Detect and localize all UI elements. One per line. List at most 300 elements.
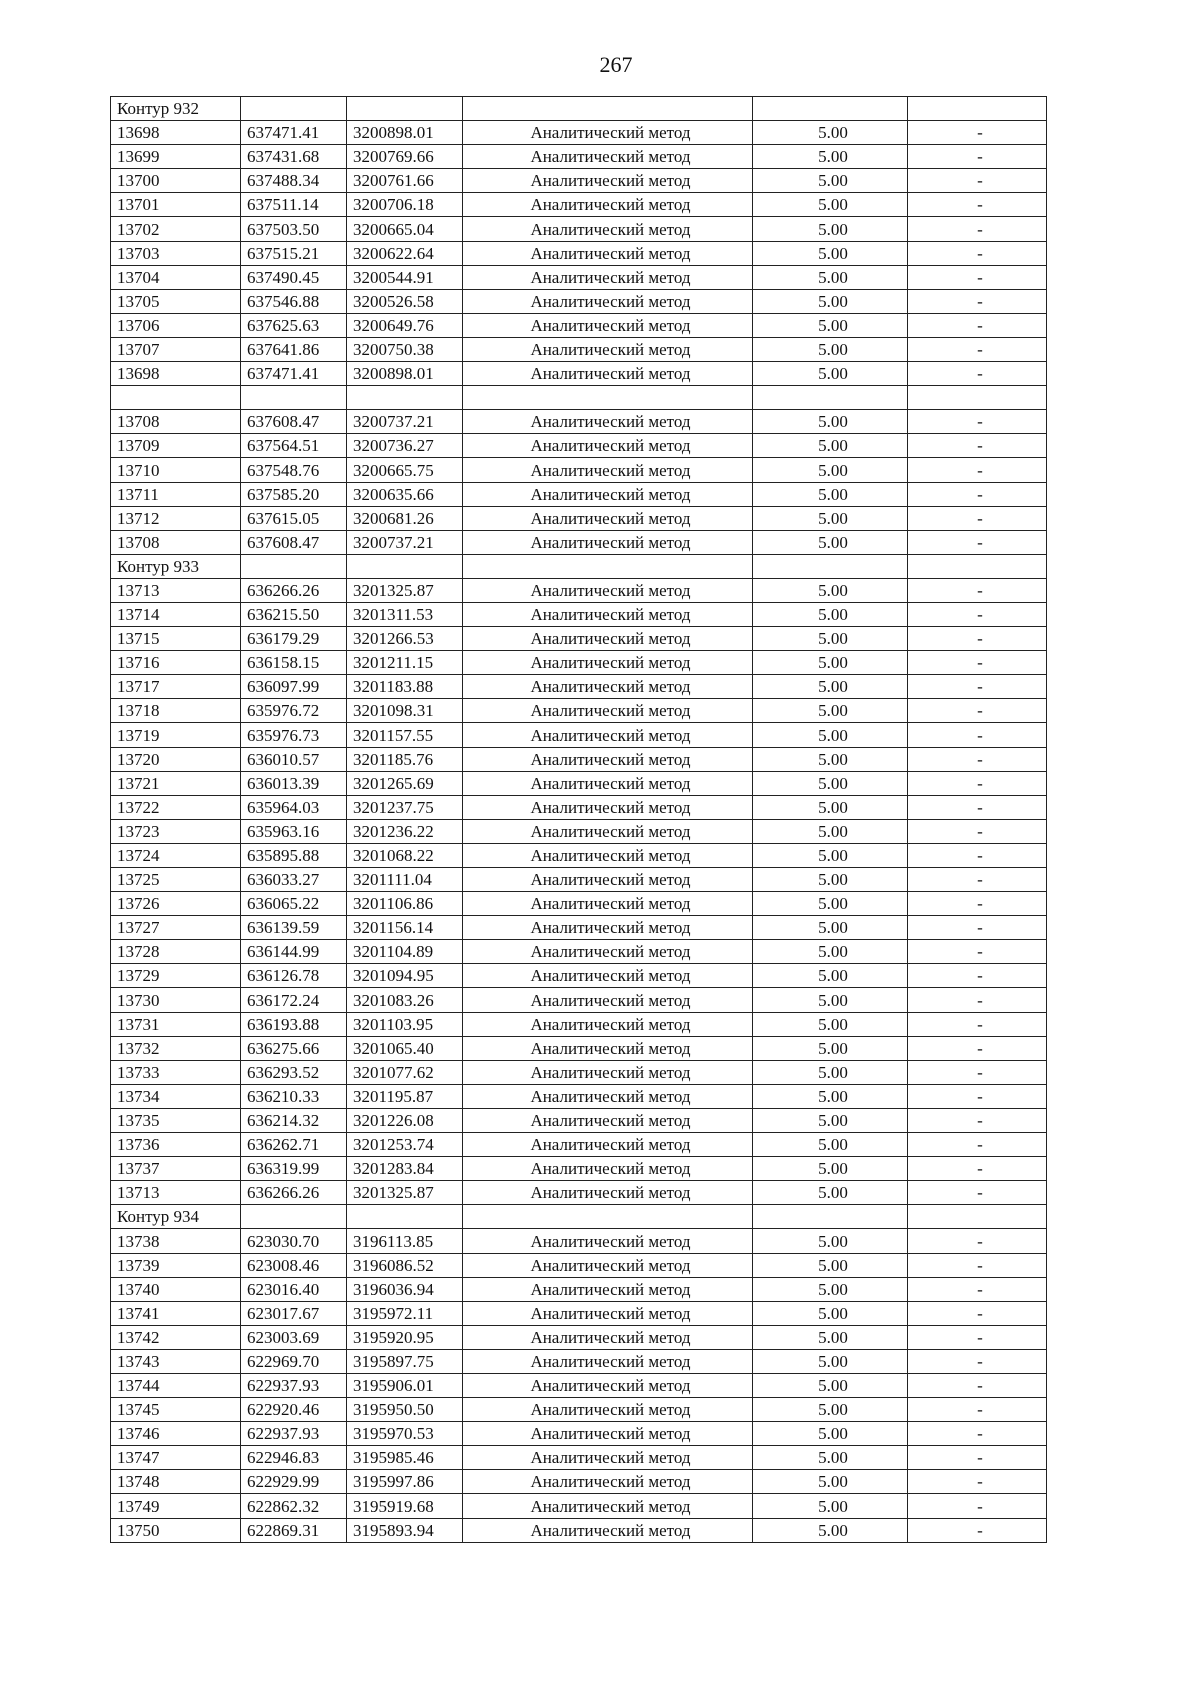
note-cell: - bbox=[908, 337, 1047, 361]
method-cell: Аналитический метод bbox=[463, 1060, 753, 1084]
x-coordinate-cell: 636319.99 bbox=[241, 1157, 347, 1181]
y-coordinate-cell: 3201156.14 bbox=[347, 916, 463, 940]
accuracy-cell: 5.00 bbox=[753, 602, 908, 626]
table-row bbox=[111, 578, 1047, 602]
accuracy-cell: 5.00 bbox=[753, 145, 908, 169]
note-cell: - bbox=[908, 940, 1047, 964]
x-coordinate-cell: 636215.50 bbox=[241, 602, 347, 626]
y-coordinate-cell: 3201065.40 bbox=[347, 1036, 463, 1060]
point-number-cell: 13718 bbox=[111, 699, 241, 723]
accuracy-cell: 5.00 bbox=[753, 1398, 908, 1422]
note-cell: - bbox=[908, 699, 1047, 723]
point-number-cell: 13713 bbox=[111, 578, 241, 602]
method-cell: Аналитический метод bbox=[463, 1229, 753, 1253]
method-cell: Аналитический метод bbox=[463, 1108, 753, 1132]
x-coordinate-cell: 637471.41 bbox=[241, 121, 347, 145]
note-cell: - bbox=[908, 458, 1047, 482]
note-cell: - bbox=[908, 1373, 1047, 1397]
x-coordinate-cell: 635976.73 bbox=[241, 723, 347, 747]
y-coordinate-cell: 3196036.94 bbox=[347, 1277, 463, 1301]
point-number-cell: 13737 bbox=[111, 1157, 241, 1181]
method-cell: Аналитический метод bbox=[463, 265, 753, 289]
note-cell: - bbox=[908, 1277, 1047, 1301]
table-row bbox=[111, 1084, 1047, 1108]
table-row bbox=[111, 1012, 1047, 1036]
x-coordinate-cell: 622937.93 bbox=[241, 1373, 347, 1397]
method-cell: Аналитический метод bbox=[463, 843, 753, 867]
y-coordinate-cell: 3195997.86 bbox=[347, 1470, 463, 1494]
y-coordinate-cell: 3195893.94 bbox=[347, 1518, 463, 1542]
y-coordinate-cell: 3200761.66 bbox=[347, 169, 463, 193]
note-cell: - bbox=[908, 121, 1047, 145]
y-coordinate-cell: 3200526.58 bbox=[347, 289, 463, 313]
method-cell: Аналитический метод bbox=[463, 771, 753, 795]
table-row bbox=[111, 410, 1047, 434]
y-coordinate-cell: 3200737.21 bbox=[347, 410, 463, 434]
note-cell: - bbox=[908, 217, 1047, 241]
point-number-cell: 13717 bbox=[111, 675, 241, 699]
accuracy-cell: 5.00 bbox=[753, 1157, 908, 1181]
point-number-cell: 13731 bbox=[111, 1012, 241, 1036]
note-cell: - bbox=[908, 1229, 1047, 1253]
method-cell: Аналитический метод bbox=[463, 747, 753, 771]
point-number-cell: 13726 bbox=[111, 892, 241, 916]
table-row bbox=[111, 289, 1047, 313]
table-row bbox=[111, 699, 1047, 723]
accuracy-cell: 5.00 bbox=[753, 458, 908, 482]
y-coordinate-cell: 3201226.08 bbox=[347, 1108, 463, 1132]
point-number-cell: 13703 bbox=[111, 241, 241, 265]
y-coordinate-cell: 3195950.50 bbox=[347, 1398, 463, 1422]
y-coordinate-cell: 3201083.26 bbox=[347, 988, 463, 1012]
accuracy-cell: 5.00 bbox=[753, 1181, 908, 1205]
method-cell: Аналитический метод bbox=[463, 1446, 753, 1470]
contour-title: Контур 934 bbox=[111, 1205, 241, 1229]
method-cell: Аналитический метод bbox=[463, 337, 753, 361]
note-cell: - bbox=[908, 819, 1047, 843]
x-coordinate-cell: 637548.76 bbox=[241, 458, 347, 482]
table-row bbox=[111, 193, 1047, 217]
accuracy-cell: 5.00 bbox=[753, 169, 908, 193]
table-row bbox=[111, 964, 1047, 988]
method-cell: Аналитический метод bbox=[463, 289, 753, 313]
note-cell: - bbox=[908, 627, 1047, 651]
contour-header-row bbox=[111, 1205, 1047, 1229]
point-number-cell: 13721 bbox=[111, 771, 241, 795]
method-cell: Аналитический метод bbox=[463, 1253, 753, 1277]
method-cell: Аналитический метод bbox=[463, 651, 753, 675]
table-row bbox=[111, 747, 1047, 771]
point-number-cell: 13729 bbox=[111, 964, 241, 988]
method-cell: Аналитический метод bbox=[463, 1470, 753, 1494]
point-number-cell: 13709 bbox=[111, 434, 241, 458]
method-cell: Аналитический метод bbox=[463, 1518, 753, 1542]
accuracy-cell: 5.00 bbox=[753, 868, 908, 892]
note-cell: - bbox=[908, 1181, 1047, 1205]
y-coordinate-cell: 3201325.87 bbox=[347, 1181, 463, 1205]
x-coordinate-cell: 636144.99 bbox=[241, 940, 347, 964]
method-cell: Аналитический метод bbox=[463, 795, 753, 819]
method-cell: Аналитический метод bbox=[463, 121, 753, 145]
x-coordinate-cell: 636266.26 bbox=[241, 578, 347, 602]
table-row bbox=[111, 723, 1047, 747]
table-row bbox=[111, 1277, 1047, 1301]
note-cell: - bbox=[908, 506, 1047, 530]
accuracy-cell: 5.00 bbox=[753, 1349, 908, 1373]
accuracy-cell: 5.00 bbox=[753, 723, 908, 747]
y-coordinate-cell: 3195970.53 bbox=[347, 1422, 463, 1446]
method-cell: Аналитический метод bbox=[463, 892, 753, 916]
empty-cell bbox=[347, 554, 463, 578]
method-cell: Аналитический метод bbox=[463, 1133, 753, 1157]
table-row bbox=[111, 1060, 1047, 1084]
y-coordinate-cell: 3201106.86 bbox=[347, 892, 463, 916]
table-row bbox=[111, 675, 1047, 699]
method-cell: Аналитический метод bbox=[463, 723, 753, 747]
accuracy-cell: 5.00 bbox=[753, 1060, 908, 1084]
point-number-cell: 13738 bbox=[111, 1229, 241, 1253]
table-row bbox=[111, 1398, 1047, 1422]
note-cell: - bbox=[908, 362, 1047, 386]
x-coordinate-cell: 622946.83 bbox=[241, 1446, 347, 1470]
point-number-cell: 13720 bbox=[111, 747, 241, 771]
accuracy-cell: 5.00 bbox=[753, 1133, 908, 1157]
table-row bbox=[111, 1446, 1047, 1470]
y-coordinate-cell: 3200681.26 bbox=[347, 506, 463, 530]
y-coordinate-cell: 3196086.52 bbox=[347, 1253, 463, 1277]
method-cell: Аналитический метод bbox=[463, 482, 753, 506]
y-coordinate-cell: 3200898.01 bbox=[347, 362, 463, 386]
y-coordinate-cell: 3201237.75 bbox=[347, 795, 463, 819]
point-number-cell: 13698 bbox=[111, 121, 241, 145]
accuracy-cell: 5.00 bbox=[753, 530, 908, 554]
accuracy-cell: 5.00 bbox=[753, 578, 908, 602]
coordinates-table-body bbox=[111, 97, 1047, 1543]
note-cell: - bbox=[908, 1494, 1047, 1518]
method-cell: Аналитический метод bbox=[463, 434, 753, 458]
method-cell: Аналитический метод bbox=[463, 217, 753, 241]
x-coordinate-cell: 622969.70 bbox=[241, 1349, 347, 1373]
note-cell: - bbox=[908, 241, 1047, 265]
accuracy-cell: 5.00 bbox=[753, 843, 908, 867]
y-coordinate-cell: 3200665.04 bbox=[347, 217, 463, 241]
x-coordinate-cell: 623008.46 bbox=[241, 1253, 347, 1277]
x-coordinate-cell bbox=[241, 386, 347, 410]
method-cell: Аналитический метод bbox=[463, 193, 753, 217]
method-cell: Аналитический метод bbox=[463, 1398, 753, 1422]
point-number-cell: 13707 bbox=[111, 337, 241, 361]
accuracy-cell: 5.00 bbox=[753, 1277, 908, 1301]
accuracy-cell: 5.00 bbox=[753, 651, 908, 675]
note-cell: - bbox=[908, 602, 1047, 626]
y-coordinate-cell: 3201068.22 bbox=[347, 843, 463, 867]
method-cell: Аналитический метод bbox=[463, 1012, 753, 1036]
point-number-cell: 13749 bbox=[111, 1494, 241, 1518]
y-coordinate-cell: 3195985.46 bbox=[347, 1446, 463, 1470]
table-row bbox=[111, 1157, 1047, 1181]
y-coordinate-cell: 3201157.55 bbox=[347, 723, 463, 747]
y-coordinate-cell: 3195919.68 bbox=[347, 1494, 463, 1518]
accuracy-cell: 5.00 bbox=[753, 1012, 908, 1036]
point-number-cell: 13714 bbox=[111, 602, 241, 626]
method-cell: Аналитический метод bbox=[463, 819, 753, 843]
x-coordinate-cell: 637641.86 bbox=[241, 337, 347, 361]
x-coordinate-cell: 636210.33 bbox=[241, 1084, 347, 1108]
point-number-cell: 13740 bbox=[111, 1277, 241, 1301]
empty-cell bbox=[463, 97, 753, 121]
method-cell: Аналитический метод bbox=[463, 1373, 753, 1397]
table-row bbox=[111, 1494, 1047, 1518]
accuracy-cell: 5.00 bbox=[753, 627, 908, 651]
y-coordinate-cell: 3200544.91 bbox=[347, 265, 463, 289]
table-row bbox=[111, 868, 1047, 892]
accuracy-cell: 5.00 bbox=[753, 121, 908, 145]
accuracy-cell: 5.00 bbox=[753, 1108, 908, 1132]
note-cell: - bbox=[908, 530, 1047, 554]
method-cell: Аналитический метод bbox=[463, 169, 753, 193]
point-number-cell: 13732 bbox=[111, 1036, 241, 1060]
method-cell: Аналитический метод bbox=[463, 627, 753, 651]
method-cell: Аналитический метод bbox=[463, 241, 753, 265]
x-coordinate-cell: 635895.88 bbox=[241, 843, 347, 867]
table-row bbox=[111, 1349, 1047, 1373]
note-cell: - bbox=[908, 482, 1047, 506]
method-cell: Аналитический метод bbox=[463, 1084, 753, 1108]
method-cell: Аналитический метод bbox=[463, 362, 753, 386]
method-cell: Аналитический метод bbox=[463, 940, 753, 964]
point-number-cell: 13705 bbox=[111, 289, 241, 313]
y-coordinate-cell: 3200750.38 bbox=[347, 337, 463, 361]
point-number-cell: 13713 bbox=[111, 1181, 241, 1205]
x-coordinate-cell: 636010.57 bbox=[241, 747, 347, 771]
x-coordinate-cell: 636266.26 bbox=[241, 1181, 347, 1205]
note-cell: - bbox=[908, 964, 1047, 988]
note-cell: - bbox=[908, 1422, 1047, 1446]
x-coordinate-cell: 637625.63 bbox=[241, 313, 347, 337]
note-cell: - bbox=[908, 843, 1047, 867]
note-cell: - bbox=[908, 1157, 1047, 1181]
method-cell: Аналитический метод bbox=[463, 1422, 753, 1446]
page-number: 267 bbox=[599, 52, 633, 77]
point-number-cell: 13735 bbox=[111, 1108, 241, 1132]
y-coordinate-cell: 3201195.87 bbox=[347, 1084, 463, 1108]
method-cell: Аналитический метод bbox=[463, 916, 753, 940]
y-coordinate-cell: 3201104.89 bbox=[347, 940, 463, 964]
x-coordinate-cell: 637490.45 bbox=[241, 265, 347, 289]
note-cell: - bbox=[908, 1470, 1047, 1494]
note-cell: - bbox=[908, 1060, 1047, 1084]
y-coordinate-cell: 3201265.69 bbox=[347, 771, 463, 795]
empty-cell bbox=[753, 554, 908, 578]
x-coordinate-cell: 636013.39 bbox=[241, 771, 347, 795]
accuracy-cell: 5.00 bbox=[753, 1325, 908, 1349]
table-row bbox=[111, 1470, 1047, 1494]
accuracy-cell: 5.00 bbox=[753, 1494, 908, 1518]
table-row bbox=[111, 458, 1047, 482]
table-row bbox=[111, 337, 1047, 361]
x-coordinate-cell: 622937.93 bbox=[241, 1422, 347, 1446]
note-cell: - bbox=[908, 1012, 1047, 1036]
method-cell: Аналитический метод bbox=[463, 868, 753, 892]
point-number-cell: 13727 bbox=[111, 916, 241, 940]
empty-cell bbox=[908, 97, 1047, 121]
table-row bbox=[111, 988, 1047, 1012]
contour-header-row bbox=[111, 554, 1047, 578]
x-coordinate-cell: 636193.88 bbox=[241, 1012, 347, 1036]
accuracy-cell: 5.00 bbox=[753, 1446, 908, 1470]
point-number-cell: 13743 bbox=[111, 1349, 241, 1373]
x-coordinate-cell: 622862.32 bbox=[241, 1494, 347, 1518]
point-number-cell: 13750 bbox=[111, 1518, 241, 1542]
x-coordinate-cell: 636097.99 bbox=[241, 675, 347, 699]
table-row bbox=[111, 916, 1047, 940]
table-row bbox=[111, 506, 1047, 530]
table-row bbox=[111, 1518, 1047, 1542]
empty-cell bbox=[753, 97, 908, 121]
note-cell: - bbox=[908, 313, 1047, 337]
method-cell: Аналитический метод bbox=[463, 530, 753, 554]
accuracy-cell: 5.00 bbox=[753, 265, 908, 289]
accuracy-cell: 5.00 bbox=[753, 1470, 908, 1494]
y-coordinate-cell: 3200649.76 bbox=[347, 313, 463, 337]
point-number-cell: 13724 bbox=[111, 843, 241, 867]
y-coordinate-cell: 3201236.22 bbox=[347, 819, 463, 843]
table-row bbox=[111, 940, 1047, 964]
note-cell: - bbox=[908, 1036, 1047, 1060]
point-number-cell bbox=[111, 386, 241, 410]
method-cell: Аналитический метод bbox=[463, 1181, 753, 1205]
x-coordinate-cell: 637615.05 bbox=[241, 506, 347, 530]
point-number-cell: 13708 bbox=[111, 410, 241, 434]
accuracy-cell: 5.00 bbox=[753, 1301, 908, 1325]
empty-cell bbox=[908, 1205, 1047, 1229]
method-cell: Аналитический метод bbox=[463, 602, 753, 626]
accuracy-cell: 5.00 bbox=[753, 1229, 908, 1253]
y-coordinate-cell: 3200635.66 bbox=[347, 482, 463, 506]
x-coordinate-cell: 623016.40 bbox=[241, 1277, 347, 1301]
method-cell: Аналитический метод bbox=[463, 1301, 753, 1325]
y-coordinate-cell: 3201311.53 bbox=[347, 602, 463, 626]
note-cell: - bbox=[908, 1108, 1047, 1132]
accuracy-cell bbox=[753, 386, 908, 410]
point-number-cell: 13736 bbox=[111, 1133, 241, 1157]
accuracy-cell: 5.00 bbox=[753, 362, 908, 386]
accuracy-cell: 5.00 bbox=[753, 675, 908, 699]
x-coordinate-cell: 637585.20 bbox=[241, 482, 347, 506]
y-coordinate-cell: 3200665.75 bbox=[347, 458, 463, 482]
table-row bbox=[111, 651, 1047, 675]
contour-title: Контур 933 bbox=[111, 554, 241, 578]
point-number-cell: 13747 bbox=[111, 1446, 241, 1470]
x-coordinate-cell: 637471.41 bbox=[241, 362, 347, 386]
x-coordinate-cell: 635976.72 bbox=[241, 699, 347, 723]
table-row bbox=[111, 482, 1047, 506]
empty-cell bbox=[241, 554, 347, 578]
x-coordinate-cell: 636172.24 bbox=[241, 988, 347, 1012]
note-cell: - bbox=[908, 1133, 1047, 1157]
note-cell: - bbox=[908, 1518, 1047, 1542]
accuracy-cell: 5.00 bbox=[753, 699, 908, 723]
coordinates-table bbox=[110, 96, 1047, 1543]
point-number-cell: 13700 bbox=[111, 169, 241, 193]
table-row bbox=[111, 434, 1047, 458]
point-number-cell: 13742 bbox=[111, 1325, 241, 1349]
y-coordinate-cell: 3201111.04 bbox=[347, 868, 463, 892]
note-cell: - bbox=[908, 747, 1047, 771]
note-cell: - bbox=[908, 1398, 1047, 1422]
empty-cell bbox=[241, 97, 347, 121]
accuracy-cell: 5.00 bbox=[753, 819, 908, 843]
method-cell: Аналитический метод bbox=[463, 410, 753, 434]
method-cell: Аналитический метод bbox=[463, 1036, 753, 1060]
y-coordinate-cell: 3195906.01 bbox=[347, 1373, 463, 1397]
method-cell: Аналитический метод bbox=[463, 1349, 753, 1373]
point-number-cell: 13730 bbox=[111, 988, 241, 1012]
note-cell: - bbox=[908, 795, 1047, 819]
y-coordinate-cell: 3201098.31 bbox=[347, 699, 463, 723]
method-cell: Аналитический метод bbox=[463, 1494, 753, 1518]
table-row bbox=[111, 795, 1047, 819]
empty-cell bbox=[463, 554, 753, 578]
y-coordinate-cell: 3201283.84 bbox=[347, 1157, 463, 1181]
note-cell: - bbox=[908, 771, 1047, 795]
accuracy-cell: 5.00 bbox=[753, 1253, 908, 1277]
method-cell: Аналитический метод bbox=[463, 675, 753, 699]
empty-cell bbox=[908, 554, 1047, 578]
table-row bbox=[111, 627, 1047, 651]
empty-cell bbox=[347, 1205, 463, 1229]
x-coordinate-cell: 637431.68 bbox=[241, 145, 347, 169]
y-coordinate-cell: 3200622.64 bbox=[347, 241, 463, 265]
accuracy-cell: 5.00 bbox=[753, 988, 908, 1012]
contour-title: Контур 932 bbox=[111, 97, 241, 121]
table-row bbox=[111, 1253, 1047, 1277]
accuracy-cell: 5.00 bbox=[753, 217, 908, 241]
table-row bbox=[111, 1133, 1047, 1157]
table-row bbox=[111, 217, 1047, 241]
y-coordinate-cell: 3196113.85 bbox=[347, 1229, 463, 1253]
y-coordinate-cell: 3201325.87 bbox=[347, 578, 463, 602]
point-number-cell: 13728 bbox=[111, 940, 241, 964]
accuracy-cell: 5.00 bbox=[753, 241, 908, 265]
accuracy-cell: 5.00 bbox=[753, 506, 908, 530]
point-number-cell: 13711 bbox=[111, 482, 241, 506]
y-coordinate-cell: 3201094.95 bbox=[347, 964, 463, 988]
table-row bbox=[111, 145, 1047, 169]
x-coordinate-cell: 622869.31 bbox=[241, 1518, 347, 1542]
accuracy-cell: 5.00 bbox=[753, 289, 908, 313]
note-cell: - bbox=[908, 578, 1047, 602]
table-row bbox=[111, 602, 1047, 626]
table-row bbox=[111, 1036, 1047, 1060]
point-number-cell: 13704 bbox=[111, 265, 241, 289]
empty-cell bbox=[241, 1205, 347, 1229]
x-coordinate-cell: 635964.03 bbox=[241, 795, 347, 819]
point-number-cell: 13733 bbox=[111, 1060, 241, 1084]
x-coordinate-cell: 637503.50 bbox=[241, 217, 347, 241]
x-coordinate-cell: 637564.51 bbox=[241, 434, 347, 458]
point-number-cell: 13702 bbox=[111, 217, 241, 241]
y-coordinate-cell: 3195972.11 bbox=[347, 1301, 463, 1325]
point-number-cell: 13734 bbox=[111, 1084, 241, 1108]
table-row bbox=[111, 1108, 1047, 1132]
x-coordinate-cell: 636033.27 bbox=[241, 868, 347, 892]
y-coordinate-cell: 3200737.21 bbox=[347, 530, 463, 554]
note-cell: - bbox=[908, 410, 1047, 434]
point-number-cell: 13716 bbox=[111, 651, 241, 675]
accuracy-cell: 5.00 bbox=[753, 771, 908, 795]
x-coordinate-cell: 623030.70 bbox=[241, 1229, 347, 1253]
